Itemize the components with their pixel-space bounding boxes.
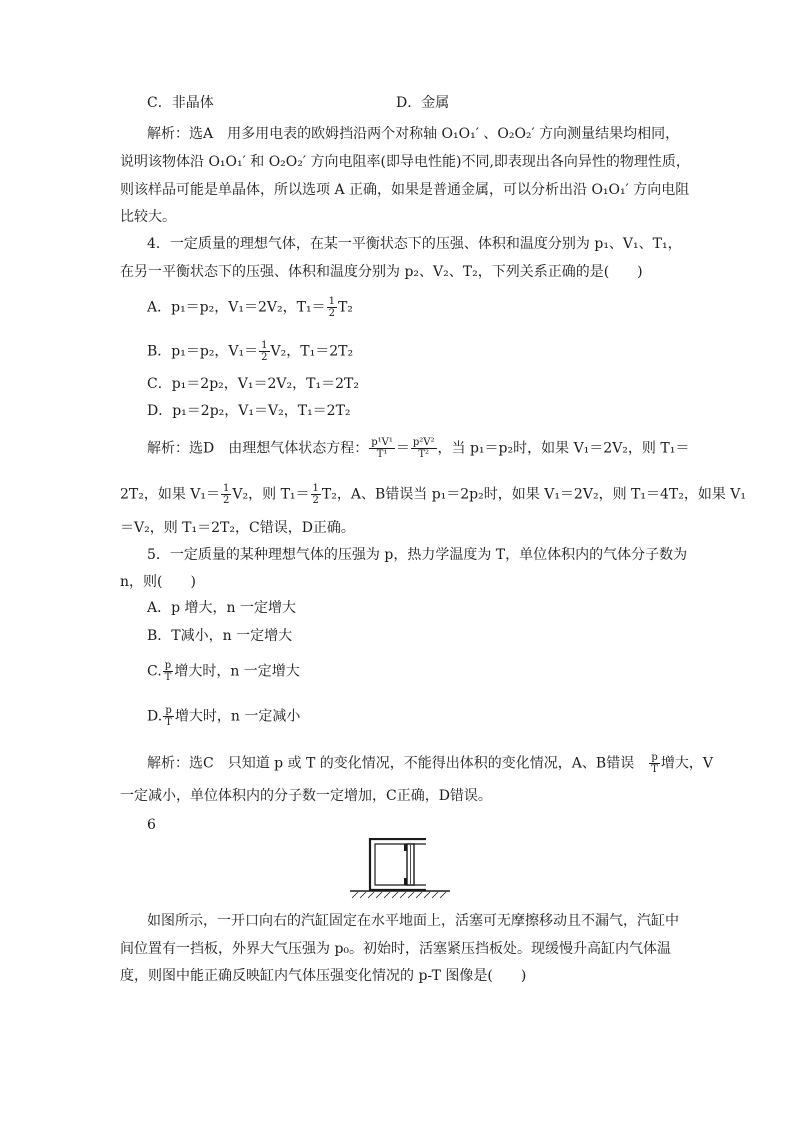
fraction: $\frac{1}{2}$ xyxy=(223,483,230,506)
q4-analysis-line-3: ＝V₂，则 T₁＝2T₂，C错误，D正确。 xyxy=(120,520,355,536)
q5-option-b: B．T减小，n 一定增大 xyxy=(147,628,293,644)
q4-option-b xyxy=(147,340,353,363)
q5-analysis-line-2: 一定减小，单位体积内的分子数一定增加，C正确，D错误。 xyxy=(120,788,492,804)
fraction: $\frac{p}{T}$ xyxy=(651,752,658,775)
q4-option-b-post: V₂，T₁＝2T₂ xyxy=(270,343,354,360)
fraction: $\frac{1}{2}$ xyxy=(261,340,268,363)
fraction: $\frac{\text{p²V²}}{\text{T²}}$ xyxy=(412,437,435,460)
q4-option-d: D．p₁＝2p₂，V₁＝V₂，T₁＝2T₂ xyxy=(147,403,351,419)
fraction: $\frac{p}{T}$ xyxy=(164,660,172,683)
q5-option-c: C. $\frac{p}{T}$ 增大时，n 一定增大 xyxy=(147,660,300,683)
q4-analysis-line-1: 解析：选D 由理想气体状态方程： $\frac{\text{p¹V¹}}{\text{T¹}}$ ＝ $\frac{\text{p²V²}}{\text{T²}}$ ，当 p₁＝p₂时，如果 V₁＝2V₂，则 T₁＝ xyxy=(147,437,690,460)
ground-hatching xyxy=(352,892,446,898)
q4-option-a xyxy=(147,296,353,319)
q3-analysis-line-4: 比较大。 xyxy=(120,209,176,225)
fraction: $\frac{\text{p¹V¹}}{\text{T¹}}$ xyxy=(371,437,393,460)
q6-stem-line-3: 度，则图中能正确反映缸内气体压强变化情况的 p-T 图像是( ) xyxy=(120,968,527,984)
cylinder-wall xyxy=(370,839,426,890)
fraction: $\frac{1}{2}$ xyxy=(312,483,319,506)
fraction: $\frac{p}{T}$ xyxy=(165,705,172,728)
q6-number: 6 xyxy=(147,817,156,833)
q5-option-a: A．p 增大，n 一定增大 xyxy=(147,600,296,616)
q6-stem-line-2: 间位置有一挡板，外界大气压强为 p₀。初始时，活塞紧压挡板处。现缓慢升高缸内气体温 xyxy=(120,941,672,957)
q4-stem-line-1: 4．一定质量的理想气体，在某一平衡状态下的压强、体积和温度分别为 p₁、V₁、T₁， xyxy=(147,236,682,252)
q3-analysis-line-3: 则该样品可能是单晶体，所以选项 A 正确，如果是普通金属，可以分析出沿 O₁O₁′ 方向电阻 xyxy=(120,182,690,198)
q5-option-d: D. $\frac{p}{T}$ 增大时，n 一定减小 xyxy=(147,705,301,728)
cylinder-figure xyxy=(348,838,458,900)
cylinder-inner-wall xyxy=(375,844,426,885)
q5-analysis-line-1: 解析：选C 只知道 p 或 T 的变化情况，不能得出体积的变化情况，A、B错误 $\frac{p}{T}$ 增大，V xyxy=(147,752,714,775)
q6-stem-line-1: 如图所示，一开口向右的汽缸固定在水平地面上，活塞可无摩擦移动且不漏气，汽缸中 xyxy=(147,913,679,929)
q3-analysis-line-1: 解析：选A 用多用电表的欧姆挡沿两个对称轴 O₁O₁′ 、O₂O₂′ 方向测量结果均相同， xyxy=(147,126,680,142)
q5-stem-line-2: n，则( ) xyxy=(120,574,196,590)
q3-analysis-line-2: 说明该物体沿 O₁O₁′ 和 O₂O₂′ 方向电阻率(即导电性能)不同,即表现出各向异性的物理性质， xyxy=(120,154,690,170)
q3-option-d: D．金属 xyxy=(396,95,450,111)
q4-stem-line-2: 在另一平衡状态下的压强、体积和温度分别为 p₂、V₂、T₂，下列关系正确的是( ) xyxy=(120,264,643,280)
q4-option-b-pre: B．p₁＝p₂，V₁＝ xyxy=(147,343,259,360)
q5-stem-line-1: 5．一定质量的某种理想气体的压强为 p，热力学温度为 T，单位体积内的气体分子数为 xyxy=(147,547,688,563)
q4-option-a-pre: A．p₁＝p₂，V₁＝2V₂，T₁＝ xyxy=(147,299,326,316)
fraction: $\frac{1}{2}$ xyxy=(328,296,335,319)
q4-option-a-post: T₂ xyxy=(337,299,353,316)
q4-analysis-line-2: 2T₂，如果 V₁＝ $\frac{1}{2}$ V₂，则 T₁＝ $\frac{1}{2}$ T₂，A、B错误当 p₁＝2p₂时，如果 V₁＝2V₂，则 T₁＝4T₂，如果 V₁ xyxy=(120,483,746,506)
q4-option-c: C．p₁＝2p₂，V₁＝2V₂，T₁＝2T₂ xyxy=(147,376,359,392)
q3-option-c: C．非晶体 xyxy=(147,95,214,111)
